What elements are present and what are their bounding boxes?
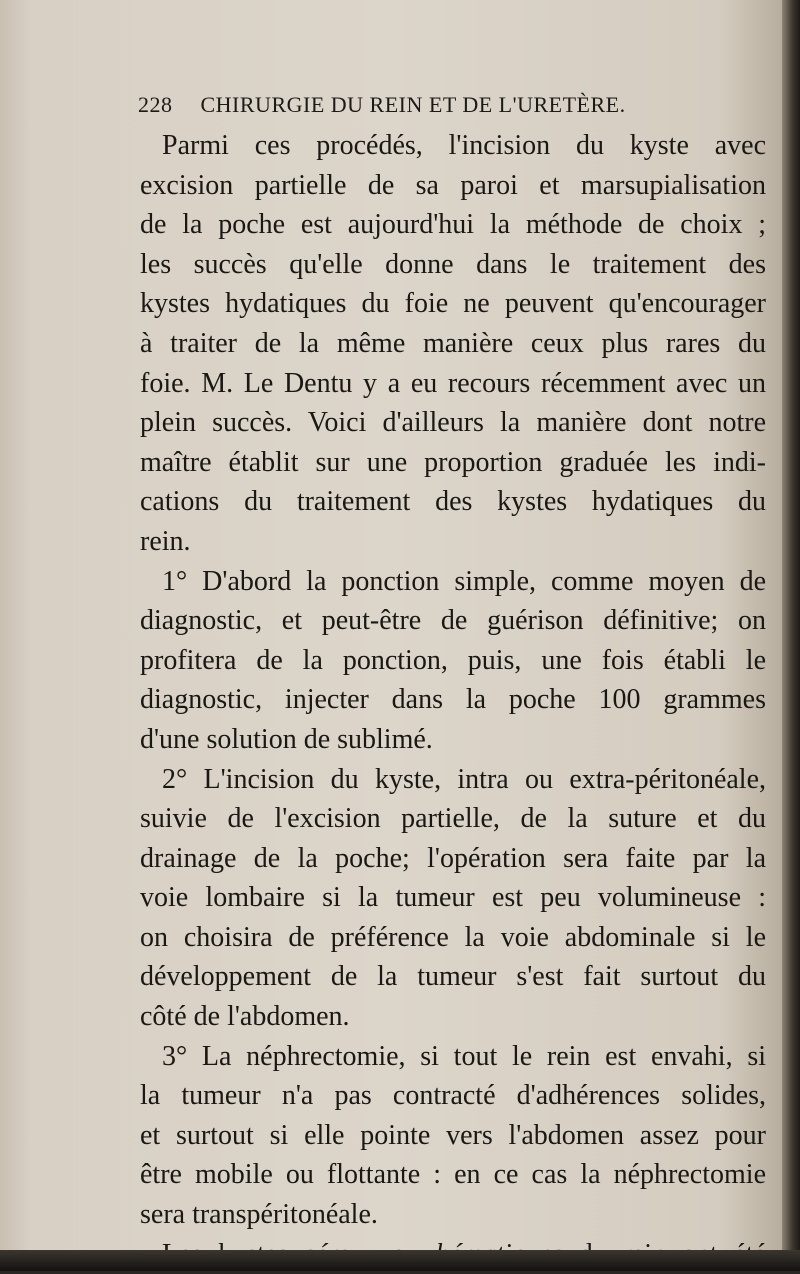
running-header [138, 92, 758, 122]
text-line: cations du traitement des kystes hydatiques du [140, 486, 766, 518]
text-line: et surtout si elle pointe vers l'abdomen assez pour [140, 1119, 766, 1151]
text-line: être mobile ou flottante : en ce cas la néphrectomie [140, 1159, 766, 1191]
text-line: Parmi ces procédés, l'incision du kyste avec [162, 130, 766, 161]
text-line: d'une solution de sublimé. [140, 723, 433, 755]
text-line: rein. [140, 525, 191, 557]
text-line: excision partielle de sa paroi et marsupialisation [140, 169, 766, 201]
text-line: 2° L'incision du kyste, intra ou extra-péritonéale, [162, 763, 766, 795]
text-line: les succès qu'elle donne dans le traitement des [140, 248, 766, 280]
text-line: suivie de l'excision partielle, de la suture et du [140, 803, 766, 835]
text-line: plein succès. Voici d'ailleurs la manière dont notre [140, 407, 766, 439]
text-line: sera transpéritonéale. [140, 1199, 378, 1231]
text-line: côté de l'abdomen. [140, 1001, 350, 1033]
text-line: 1° D'abord la ponction simple, comme moyen de [162, 565, 766, 597]
text-line: à traiter de la même manière ceux plus rares du [140, 327, 766, 359]
text-line: drainage de la poche; l'opération sera faite par la [140, 842, 766, 874]
body-text [140, 126, 766, 1274]
page-bottom-shadow [0, 1250, 800, 1271]
text-line: la tumeur n'a pas contracté d'adhérences solides, [140, 1080, 766, 1112]
text-line: on choisira de préférence la voie abdominale si le [140, 921, 766, 953]
text-line: foie. M. Le Dentu y a eu recours récemment avec un [140, 367, 766, 399]
text-line: développement de la tumeur s'est fait surtout du [140, 961, 766, 993]
text-line: diagnostic, injecter dans la poche 100 grammes [140, 684, 766, 716]
text-line: voie lombaire si la tumeur est peu volumineuse : [140, 882, 766, 914]
text-line: profitera de la ponction, puis, une fois établi le [140, 644, 766, 676]
running-title: CHIRURGIE DU REIN ET DE L'URETÈRE. [200, 92, 626, 117]
page-number: 228 [138, 92, 173, 117]
page-edge-shadow [782, 0, 800, 1271]
text-line: kystes hydatiques du foie ne peuvent qu'encourager [140, 288, 766, 320]
text-line: 3° La néphrectomie, si tout le rein est envahi, si [162, 1040, 766, 1072]
text-line: diagnostic, et peut-être de guérison définitive; on [140, 605, 766, 637]
text-line: de la poche est aujourd'hui la méthode de choix ; [140, 209, 766, 241]
text-line: maître établit sur une proportion graduée les indi- [140, 446, 766, 478]
